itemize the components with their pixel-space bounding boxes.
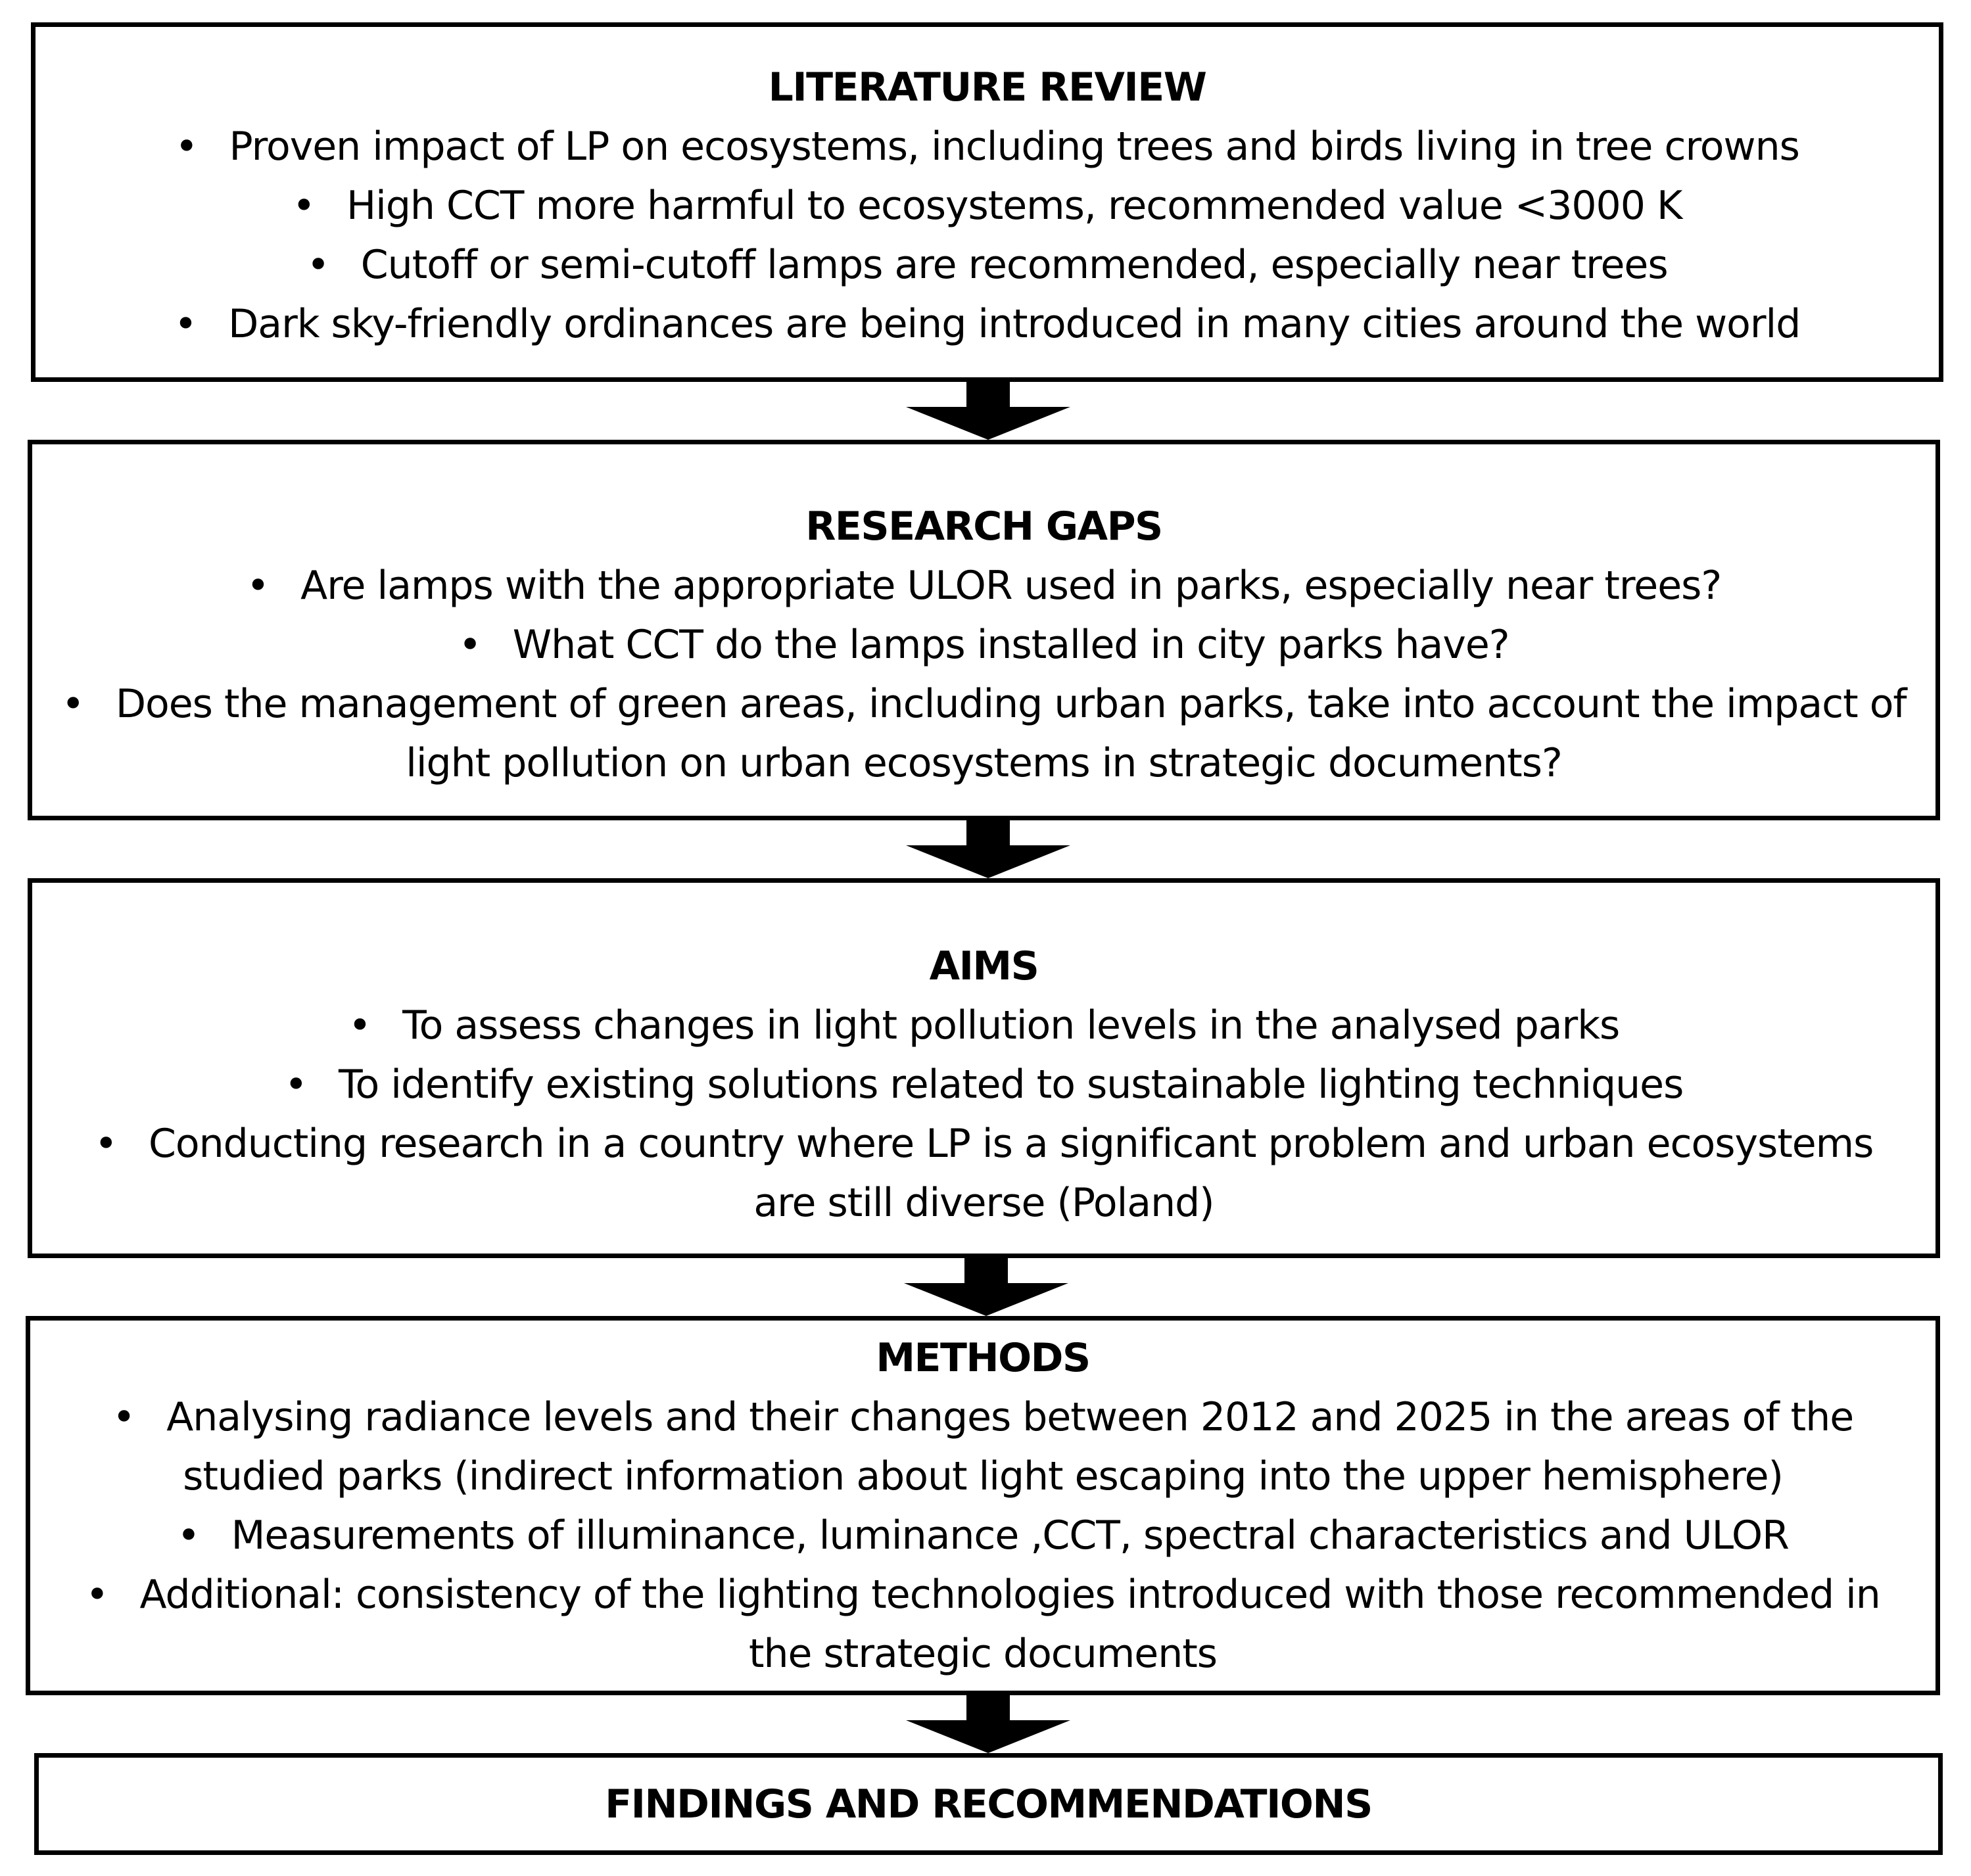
list-item-text: Proven impact of LP on ecosystems, including trees and birds living in tree crowns [229,123,1799,170]
list-item-text: Cutoff or semi-cutoff lamps are recommended, especially near trees [360,241,1668,288]
list-item-text: To assess changes in light pollution levels in the analysed parks [402,1002,1620,1048]
bullet-icon: • [177,1512,200,1559]
list-item-text: High CCT more harmful to ecosystems, recommended value <3000 K [346,182,1682,229]
literature-review-list [148,117,1827,354]
down-arrow-icon [904,1258,1068,1316]
list-item-text: Are lamps with the appropriate ULOR used in parks, especially near trees? [300,562,1722,609]
bullet-icon: • [61,680,84,727]
aims-title: AIMS [929,943,1039,989]
list-item [57,1388,1909,1506]
methods-list [30,1388,1935,1683]
methods-title: METHODS [876,1334,1090,1381]
findings-box [34,1753,1943,1855]
bullet-icon: • [458,621,481,668]
research-gaps-list [32,556,1935,793]
down-arrow-icon [906,820,1070,878]
methods-box [26,1316,1940,1695]
list-item [174,176,1801,235]
research-gaps-title: RESEARCH GAPS [805,503,1162,550]
bullet-icon: • [246,562,270,609]
down-arrow-icon [906,1695,1070,1753]
bullet-icon: • [348,1002,371,1048]
list-item [59,1055,1909,1114]
list-item [59,615,1909,674]
list-item [174,117,1801,176]
literature-review-box [31,22,1943,382]
bullet-icon: • [175,123,198,170]
list-item-text: To identify existing solutions related to sustainable lighting techniques [339,1062,1684,1108]
research-gaps-box [28,440,1940,820]
bullet-icon: • [292,182,316,229]
list-item [174,235,1801,294]
bullet-icon: • [284,1062,308,1108]
list-item [59,1114,1909,1232]
list-item [59,674,1909,793]
list-item-text: What CCT do the lamps installed in city parks have? [512,621,1509,668]
literature-review-title: LITERATURE REVIEW [768,64,1206,110]
list-item-text: Conducting research in a country where LP is a significant problem and urban ecosystems are still diverse (Poland) [149,1121,1874,1226]
list-item-text: Does the management of green areas, including urban parks, take into account the impact of light pollution on urban ecosystems in strategic documents? [115,680,1907,786]
list-item-text: Measurements of illuminance, luminance ,CCT, spectral characteristics and ULOR [231,1512,1789,1559]
list-item [59,996,1909,1055]
bullet-icon: • [94,1121,117,1167]
list-item [57,1506,1909,1565]
bullet-icon: • [306,241,329,288]
down-arrow-icon [906,382,1070,440]
list-item [57,1565,1909,1683]
findings-title: FINDINGS AND RECOMMENDATIONS [605,1781,1372,1827]
aims-list [32,996,1935,1232]
bullet-icon: • [112,1394,135,1440]
list-item [59,556,1909,615]
list-item-text: Dark sky-friendly ordinances are being introduced in many cities around the world [228,300,1801,347]
bullet-icon: • [85,1571,108,1618]
list-item [174,294,1801,354]
aims-box [28,878,1940,1258]
bullet-icon: • [174,300,197,347]
list-item-text: Additional: consistency of the lighting technologies introduced with those recommended in the strategic documents [139,1571,1880,1677]
list-item-text: Analysing radiance levels and their changes between 2012 and 2025 in the areas of the studied parks (indirect information about light escaping into the upper hemisphere) [166,1394,1854,1499]
